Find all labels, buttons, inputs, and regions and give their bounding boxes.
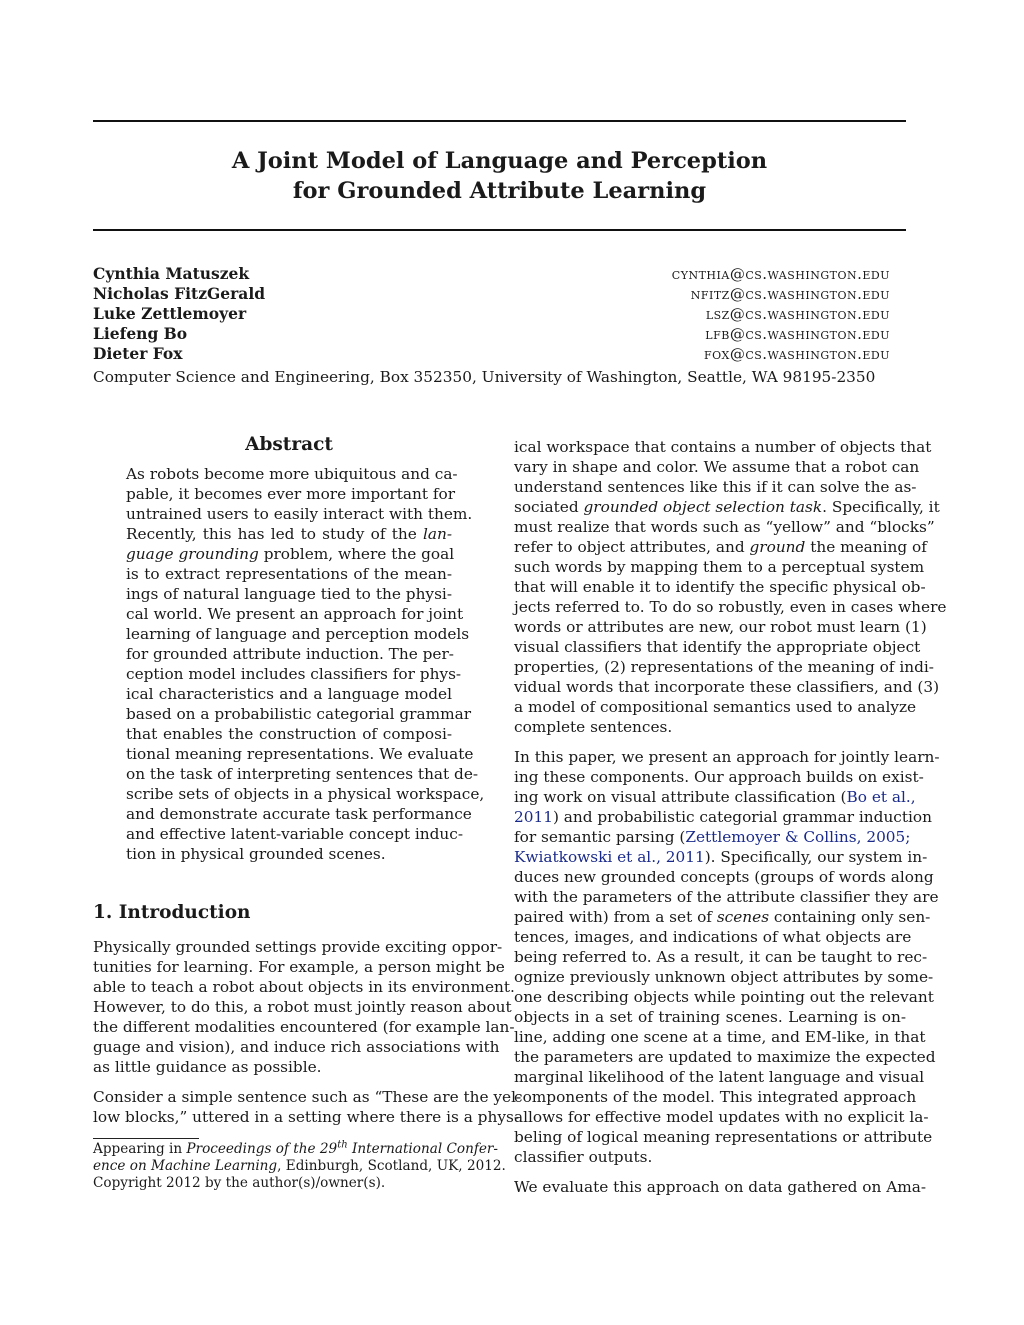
text-line: the different modalities encountered (for example lan- — [93, 1018, 515, 1036]
author-email[interactable]: lfb@cs.washington.edu — [705, 325, 890, 343]
footnote-prefix: Appearing in — [93, 1141, 187, 1157]
abstract-line: and demonstrate accurate task performance — [126, 805, 472, 823]
text-line — [514, 827, 911, 847]
author-name: Luke Zettlemoyer — [93, 304, 247, 323]
text-span: for semantic parsing ( — [514, 828, 686, 846]
text-line: being referred to. As a result, it can be taught to rec- — [514, 948, 928, 966]
abstract-line: tional meaning representations. We evaluate — [126, 745, 474, 763]
abstract-line-text: Recently, this has led to study of the — [126, 525, 423, 543]
text-line: a model of compositional semantics used to analyze — [514, 698, 917, 716]
abstract-body — [126, 464, 485, 864]
text-line: with the parameters of the attribute classifier they are — [514, 888, 939, 906]
text-line: objects in a set of training scenes. Learning is on- — [514, 1008, 906, 1026]
text-line: vary in shape and color. We assume that a robot can — [514, 458, 920, 476]
abstract-line: learning of language and perception models — [126, 625, 470, 643]
text-line: guage and vision), and induce rich associations with — [93, 1038, 500, 1056]
text-line — [514, 537, 927, 557]
footnote-rule — [93, 1138, 199, 1139]
abstract-line: that enables the construction of composi- — [126, 725, 452, 743]
text-line — [514, 497, 940, 517]
abstract-line: and effective latent-variable concept induc- — [126, 825, 464, 843]
author-row — [93, 344, 890, 364]
text-line: that will enable it to identify the specific physical ob- — [514, 578, 926, 596]
text-line: words or attributes are new, our robot must learn (1) — [514, 618, 927, 636]
abstract-line: is to extract representations of the mean- — [126, 565, 452, 583]
author-name: Cynthia Matuszek — [93, 264, 250, 283]
text-span: paired with) from a set of — [514, 908, 717, 926]
footnote-venue: International Confer- — [347, 1141, 498, 1157]
text-line: In this paper, we present an approach for jointly learn- — [514, 748, 940, 766]
text-line: jects referred to. To do so robustly, even in cases where — [514, 598, 947, 616]
title-line-2: for Grounded Attribute Learning — [292, 178, 707, 204]
text-line: properties, (2) representations of the meaning of indi- — [514, 658, 934, 676]
text-line: ing these components. Our approach builds on exist- — [514, 768, 924, 786]
abstract-line: ical characteristics and a language model — [126, 685, 452, 703]
author-row — [93, 324, 890, 344]
abstract-line: As robots become more ubiquitous and ca- — [126, 465, 458, 483]
text-line: ognize previously unknown object attributes by some- — [514, 968, 934, 986]
abstract-line: untrained users to easily interact with them. — [126, 505, 473, 523]
text-line: allows for effective model updates with no explicit la- — [514, 1108, 929, 1126]
text-line — [514, 847, 928, 867]
footnote-line — [93, 1158, 506, 1175]
abstract-line-text: problem, where the goal — [258, 545, 455, 563]
author-name: Liefeng Bo — [93, 324, 188, 343]
text-line: able to teach a robot about objects in its environment. — [93, 978, 515, 996]
text-span: ) and probabilistic categorial grammar induction — [552, 808, 932, 826]
title-bottom-rule — [93, 229, 906, 231]
footnote-venue: Proceedings of the 29 — [186, 1141, 338, 1157]
footnote — [93, 1139, 506, 1192]
abstract-line: pable, it becomes ever more important for — [126, 485, 456, 503]
abstract-line — [126, 544, 455, 564]
text-span: containing only sen- — [769, 908, 931, 926]
text-line: tunities for learning. For example, a person might be — [93, 958, 505, 976]
footnote-venue: ence on Machine Learning — [93, 1158, 278, 1174]
text-line: vidual words that incorporate these classifiers, and (3) — [514, 678, 940, 696]
citation-link[interactable]: Zettlemoyer & Collins, 2005; — [685, 828, 911, 846]
author-row — [93, 264, 890, 284]
paper-title — [93, 146, 906, 206]
text-line — [514, 907, 931, 927]
abstract-line: tion in physical grounded scenes. — [126, 845, 386, 863]
text-span: ing work on visual attribute classification ( — [514, 788, 847, 806]
abstract-line: scribe sets of objects in a physical workspace, — [126, 785, 485, 803]
intro-paragraph-2 — [93, 1087, 522, 1127]
abstract-line: on the task of interpreting sentences that de- — [126, 765, 479, 783]
text-span: . Specifically, it — [822, 498, 940, 516]
text-line: tences, images, and indications of what objects are — [514, 928, 912, 946]
text-line: marginal likelihood of the latent language and visual — [514, 1068, 925, 1086]
abstract-line: based on a probabilistic categorial grammar — [126, 705, 472, 723]
author-email[interactable]: fox@cs.washington.edu — [704, 345, 890, 363]
text-line: Physically grounded settings provide exciting oppor- — [93, 938, 503, 956]
author-row — [93, 304, 890, 324]
text-line: low blocks,” uttered in a setting where there is a phys- — [93, 1108, 519, 1126]
right-paragraph-2 — [514, 747, 940, 1167]
author-email[interactable]: cynthia@cs.washington.edu — [671, 265, 890, 283]
author-email[interactable]: lsz@cs.washington.edu — [705, 305, 890, 323]
text-line: understand sentences like this if it can solve the as- — [514, 478, 917, 496]
text-line: as little guidance as possible. — [93, 1058, 322, 1076]
abstract-line: ings of natural language tied to the physi- — [126, 585, 452, 603]
text-line — [514, 787, 916, 807]
author-email[interactable]: nfitz@cs.washington.edu — [690, 285, 890, 303]
emphasis: lan- — [422, 525, 452, 543]
text-line: visual classifiers that identify the appropriate object — [514, 638, 921, 656]
text-span: sociated — [514, 498, 584, 516]
author-name: Dieter Fox — [93, 344, 183, 363]
text-line: complete sentences. — [514, 718, 673, 736]
right-paragraph-3 — [514, 1177, 927, 1197]
author-row — [93, 284, 890, 304]
text-line: Consider a simple sentence such as “These are the yel- — [93, 1088, 522, 1106]
emphasis: grounded object selection task — [583, 498, 823, 516]
text-span: ). Specifically, our system in- — [704, 848, 928, 866]
text-span: the meaning of — [805, 538, 927, 556]
title-line-1: A Joint Model of Language and Perception — [231, 148, 768, 174]
abstract-line: cal world. We present an approach for joint — [126, 605, 464, 623]
text-line — [514, 807, 932, 827]
text-span: refer to object attributes, and — [514, 538, 750, 556]
intro-paragraph-1 — [93, 937, 515, 1077]
footnote-line — [93, 1139, 498, 1158]
citation-link[interactable]: Kwiatkowski et al., 2011 — [514, 848, 705, 866]
text-line: classifier outputs. — [514, 1148, 653, 1166]
abstract-line: ception model includes classifiers for phys- — [126, 665, 462, 683]
footnote-location: , Edinburgh, Scotland, UK, 2012. — [277, 1158, 506, 1174]
abstract-line: for grounded attribute induction. The per- — [126, 645, 454, 663]
emphasis: guage grounding — [126, 545, 259, 563]
text-line: line, adding one scene at a time, and EM-like, in that — [514, 1028, 926, 1046]
right-paragraph-1 — [514, 437, 947, 737]
citation-link[interactable]: 2011 — [514, 808, 553, 826]
abstract-line — [126, 524, 452, 544]
citation-link[interactable]: Bo et al., — [846, 788, 916, 806]
footnote-copyright: Copyright 2012 by the author(s)/owner(s). — [93, 1175, 386, 1191]
text-line: However, to do this, a robot must jointly reason about — [93, 998, 512, 1016]
text-line: the parameters are updated to maximize the expected — [514, 1048, 936, 1066]
text-line: ical workspace that contains a number of objects that — [514, 438, 932, 456]
footnote-superscript: th — [337, 1139, 348, 1151]
text-line: such words by mapping them to a perceptual system — [514, 558, 925, 576]
emphasis: ground — [749, 538, 806, 556]
text-line: beling of logical meaning representations or attribute — [514, 1128, 933, 1146]
text-line: duces new grounded concepts (groups of words along — [514, 868, 934, 886]
affiliation: Computer Science and Engineering, Box 352350, University of Washington, Seattle, WA 98195-2350 — [93, 368, 876, 386]
abstract-heading: Abstract — [245, 434, 333, 455]
text-line: components of the model. This integrated approach — [514, 1088, 917, 1106]
emphasis: scenes — [716, 908, 770, 926]
author-name: Nicholas FitzGerald — [93, 284, 266, 303]
section-heading-introduction: 1. Introduction — [93, 902, 251, 923]
title-top-rule — [93, 120, 906, 122]
text-line: must realize that words such as “yellow” and “blocks” — [514, 518, 935, 536]
text-line: one describing objects while pointing out the relevant — [514, 988, 934, 1006]
text-line: We evaluate this approach on data gathered on Ama- — [514, 1178, 927, 1196]
